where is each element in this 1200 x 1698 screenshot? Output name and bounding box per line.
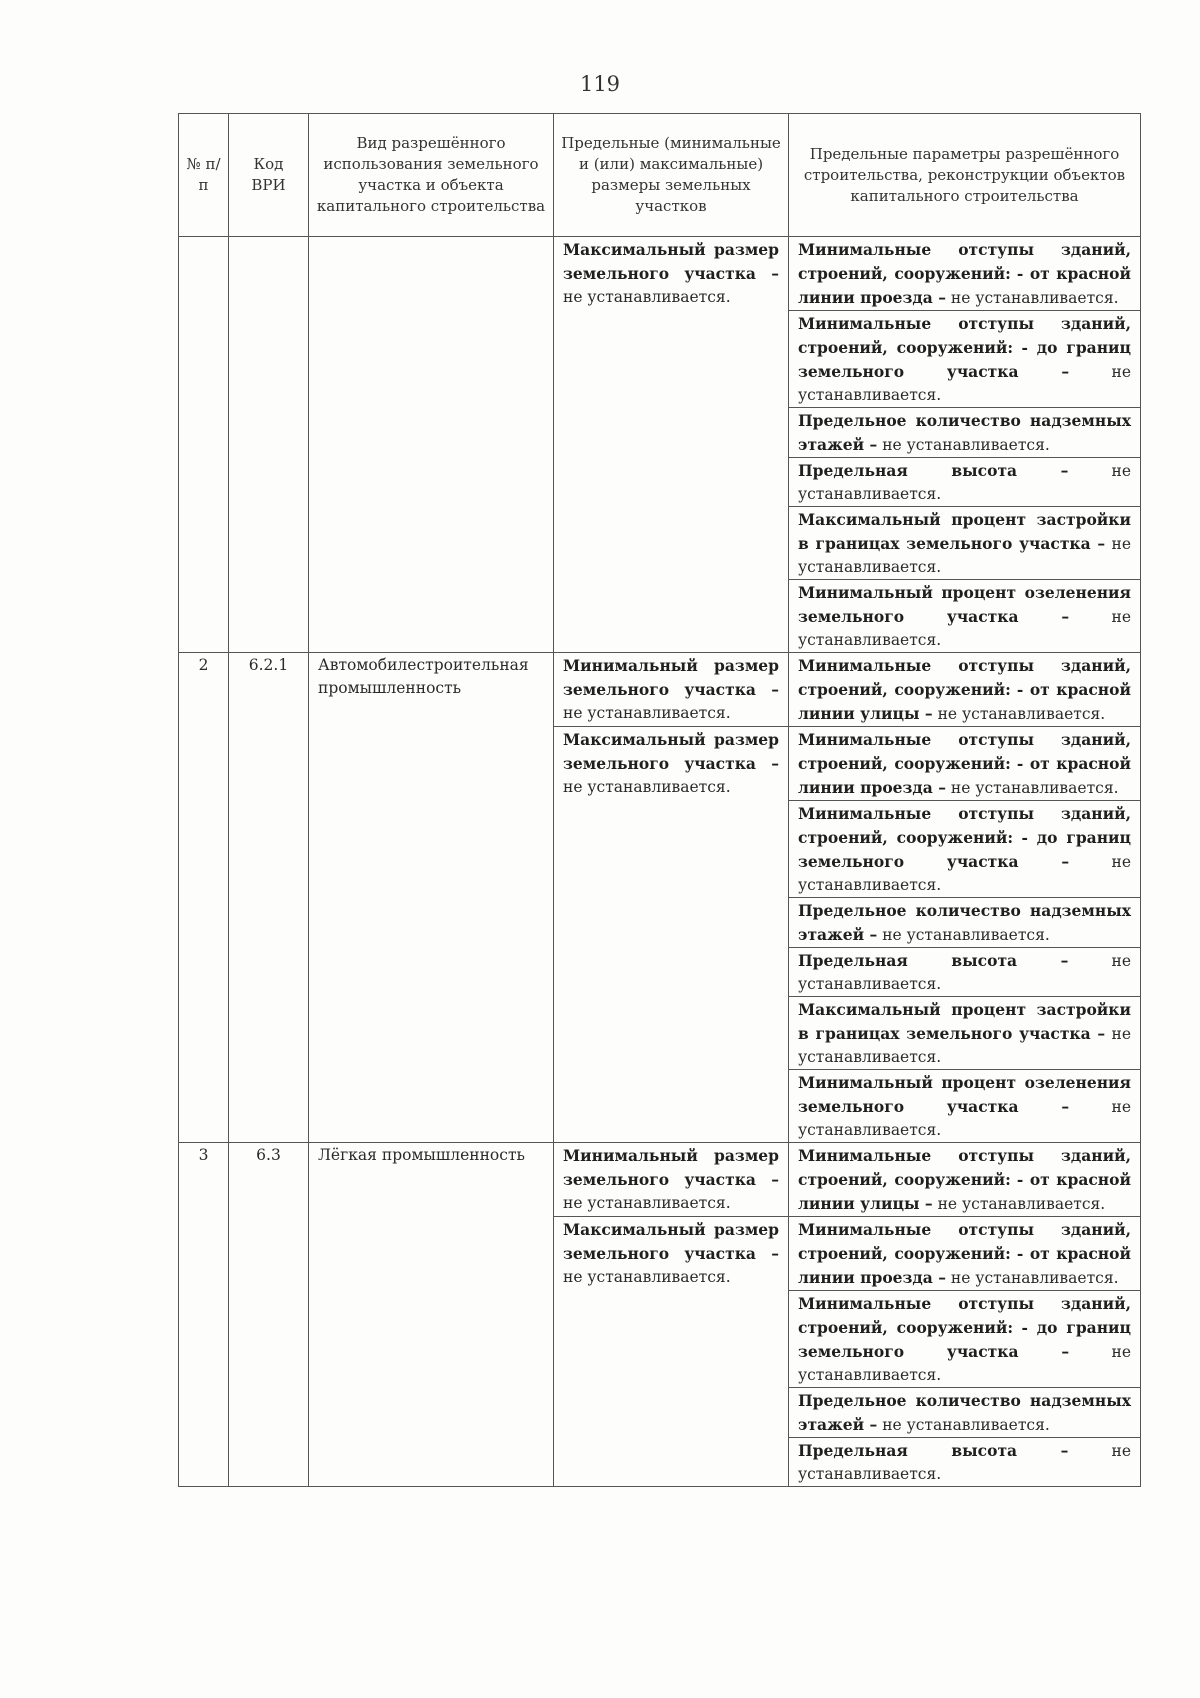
param-value: не устанавливается.: [798, 1343, 1131, 1384]
param-cell: [789, 727, 1141, 801]
row-number: 2: [179, 653, 229, 1143]
header-size: Предельные (минимальные и (или) максимальные) размеры земельных участков: [554, 114, 789, 237]
size-cell: [554, 1143, 789, 1217]
header-code: Код ВРИ: [229, 114, 309, 237]
param-cell: [789, 237, 1141, 311]
size-value: не устанавливается.: [563, 1194, 731, 1212]
param-cell: [789, 311, 1141, 408]
param-cell: [789, 1291, 1141, 1388]
param-value: не устанавливается.: [882, 436, 1050, 454]
param-cell: [789, 948, 1141, 997]
size-cell: [554, 653, 789, 727]
size-cell: [554, 237, 789, 653]
param-cell: [789, 898, 1141, 948]
size-title: Максимальный размер земельного участка –: [563, 730, 779, 773]
param-value: не устанавливается.: [950, 779, 1119, 797]
row-code: 6.2.1: [229, 653, 309, 1143]
param-title: Минимальные отступы зданий, строений, сооружений:: [798, 240, 1131, 283]
row-use: Лёгкая промышленность: [309, 1143, 554, 1487]
param-value: не устанавливается.: [882, 926, 1050, 944]
param-cell: [789, 801, 1141, 898]
param-title: Максимальный процент застройки в границах земельного участка –: [798, 1000, 1131, 1043]
param-title: Минимальные отступы зданий, строений, сооружений:: [798, 730, 1131, 773]
param-cell: [789, 408, 1141, 458]
param-value: не устанавливается.: [798, 462, 1131, 503]
param-title: Минимальные отступы зданий, строений, сооружений:: [798, 656, 1131, 699]
param-value: не устанавливается.: [882, 1416, 1050, 1434]
size-value: не устанавливается.: [563, 1268, 731, 1286]
param-value: не устанавливается.: [798, 535, 1131, 576]
param-value: не устанавливается.: [798, 952, 1131, 993]
param-value: не устанавливается.: [798, 1442, 1131, 1483]
param-cell: [789, 1070, 1141, 1143]
param-detail: - до границ земельного участка –: [798, 1318, 1131, 1361]
param-cell: [789, 1438, 1141, 1487]
land-use-table: [178, 113, 1141, 1487]
param-cell: [789, 1217, 1141, 1291]
param-title: Предельная высота –: [798, 951, 1069, 970]
size-value: не устанавливается.: [563, 288, 731, 306]
table-row: [179, 1143, 1141, 1217]
param-detail: - от красной линии проезда –: [798, 264, 1131, 307]
param-cell: [789, 653, 1141, 727]
param-title: Минимальные отступы зданий, строений, сооружений:: [798, 1294, 1131, 1337]
param-detail: - от красной линии улицы –: [798, 680, 1131, 723]
param-title: Максимальный процент застройки в границах земельного участка –: [798, 510, 1131, 553]
param-cell: [789, 507, 1141, 580]
size-value: не устанавливается.: [563, 778, 731, 796]
param-title: Предельное количество надземных этажей –: [798, 901, 1131, 944]
size-title: Минимальный размер земельного участка –: [563, 1146, 779, 1189]
param-cell: [789, 1143, 1141, 1217]
param-title: Минимальные отступы зданий, строений, сооружений:: [798, 1146, 1131, 1189]
size-cell: [554, 727, 789, 1143]
param-value: не устанавливается.: [798, 853, 1131, 894]
row-code: 6.3: [229, 1143, 309, 1487]
param-cell: [789, 580, 1141, 653]
param-title: Минимальный процент озеленения земельного участка –: [798, 1073, 1131, 1116]
param-cell: [789, 997, 1141, 1070]
param-value: не устанавливается.: [950, 1269, 1119, 1287]
param-title: Минимальный процент озеленения земельного участка –: [798, 583, 1131, 626]
param-detail: - от красной линии проезда –: [798, 754, 1131, 797]
param-value: не устанавливается.: [798, 363, 1131, 404]
param-detail: - до границ земельного участка –: [798, 828, 1131, 871]
size-title: Максимальный размер земельного участка –: [563, 1220, 779, 1263]
table-row: [179, 653, 1141, 727]
param-title: Предельная высота –: [798, 461, 1069, 480]
param-value: не устанавливается.: [798, 1025, 1131, 1066]
param-detail: - от красной линии улицы –: [798, 1170, 1131, 1213]
size-cell: [554, 1217, 789, 1487]
param-value: не устанавливается.: [937, 705, 1106, 723]
page-number: 119: [579, 72, 621, 96]
param-detail: - от красной линии проезда –: [798, 1244, 1131, 1287]
row-use: [309, 237, 554, 653]
param-cell: [789, 1388, 1141, 1438]
row-code: [229, 237, 309, 653]
param-value: не устанавливается.: [950, 289, 1119, 307]
header-num: № п/п: [179, 114, 229, 237]
header-params: Предельные параметры разрешённого строительства, реконструкции объектов капитального строительства: [789, 114, 1141, 237]
param-value: не устанавливается.: [937, 1195, 1106, 1213]
param-title: Минимальные отступы зданий, строений, сооружений:: [798, 314, 1131, 357]
table-body: [179, 237, 1141, 1487]
table-row: [179, 237, 1141, 311]
row-number: 3: [179, 1143, 229, 1487]
table-header-row: [179, 114, 1141, 237]
param-cell: [789, 458, 1141, 507]
param-title: Предельное количество надземных этажей –: [798, 411, 1131, 454]
param-title: Предельная высота –: [798, 1441, 1069, 1460]
param-title: Минимальные отступы зданий, строений, сооружений:: [798, 804, 1131, 847]
size-title: Минимальный размер земельного участка –: [563, 656, 779, 699]
row-use: Автомобилестроительная промышленность: [309, 653, 554, 1143]
param-value: не устанавливается.: [798, 1098, 1131, 1139]
param-value: не устанавливается.: [798, 608, 1131, 649]
row-number: [179, 237, 229, 653]
param-detail: - до границ земельного участка –: [798, 338, 1131, 381]
size-title: Максимальный размер земельного участка –: [563, 240, 779, 283]
size-value: не устанавливается.: [563, 704, 731, 722]
param-title: Минимальные отступы зданий, строений, сооружений:: [798, 1220, 1131, 1263]
header-use: Вид разрешённого использования земельного участка и объекта капитального строительства: [309, 114, 554, 237]
param-title: Предельное количество надземных этажей –: [798, 1391, 1131, 1434]
